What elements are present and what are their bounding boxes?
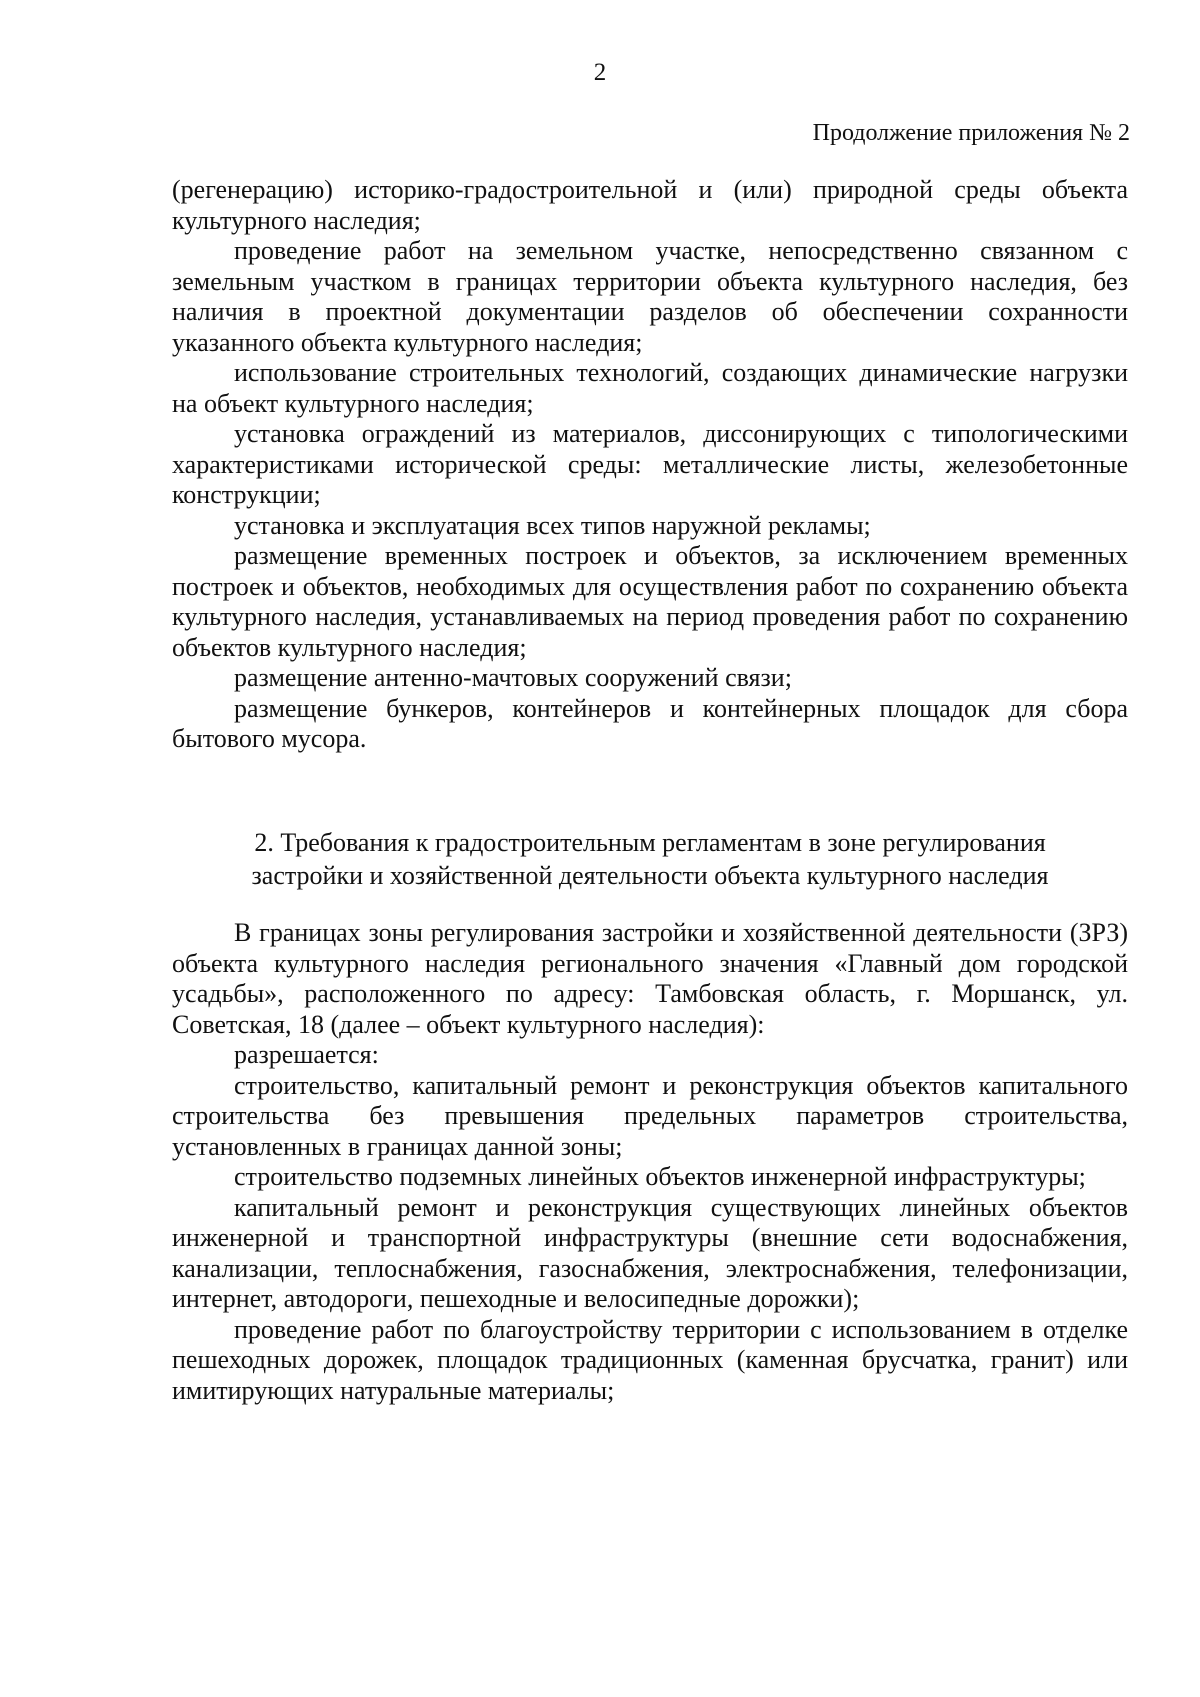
paragraph: В границах зоны регулирования застройки и хозяйственной деятельности (ЗРЗ) объекта культурного наследия регионального значения «Главный дом городской усадьбы», расположенного по адресу: Тамбовская область, г. Моршанск, ул. Советская, 18 (далее – объект культурного наследия):: [172, 918, 1128, 1039]
heading-line: 2. Требования к градостроительным регламентам в зоне регулирования: [254, 828, 1046, 857]
paragraph: строительство подземных линейных объектов инженерной инфраструктуры;: [234, 1162, 1086, 1191]
heading-line: застройки и хозяйственной деятельности объекта культурного наследия: [251, 861, 1049, 890]
paragraph: размещение временных построек и объектов, за исключением временных построек и объектов, необходимых для осуществления работ по сохранению объекта культурного наследия, устанавливаемых на период проведения работ по сохранению объектов культурного наследия;: [172, 541, 1128, 662]
continuation-label: Продолжение приложения № 2: [812, 120, 1130, 146]
page-number: 2: [593, 59, 607, 86]
paragraph: проведение работ на земельном участке, непосредственно связанном с земельным участком в границах территории объекта культурного наследия, без наличия в проектной документации разделов об обеспечении сохранности указанного объекта культурного наследия;: [172, 236, 1128, 357]
paragraph: проведение работ по благоустройству территории с использованием в отделке пешеходных дорожек, площадок традиционных (каменная брусчатка, гранит) или имитирующих натуральные материалы;: [172, 1314, 1128, 1405]
paragraph: разрешается:: [234, 1040, 379, 1069]
section-2-heading: [172, 826, 1128, 892]
section-1-text: [172, 175, 1128, 755]
paragraph: использование строительных технологий, создающих динамические нагрузки на объект культурного наследия;: [172, 358, 1128, 418]
paragraph: установка ограждений из материалов, диссонирующих с типологическими характеристиками исторической среды: металлические листы, железобетонные конструкции;: [172, 419, 1128, 509]
paragraph: капитальный ремонт и реконструкция существующих линейных объектов инженерной и транспортной инфраструктуры (внешние сети водоснабжения, канализации, теплоснабжения, газоснабжения, электроснабжения, телефонизации, интернет, автодороги, пешеходные и велосипедные дорожки);: [172, 1192, 1128, 1313]
paragraph: строительство, капитальный ремонт и реконструкция объектов капитального строительства без превышения предельных параметров строительства, установленных в границах данной зоны;: [172, 1070, 1128, 1161]
paragraph: установка и эксплуатация всех типов наружной рекламы;: [234, 510, 871, 540]
section-2-text: [172, 918, 1128, 1406]
paragraph: (регенерацию) историко-градостроительной и (или) природной среды объекта культурного наследия;: [172, 175, 1128, 235]
paragraph: размещение бункеров, контейнеров и контейнерных площадок для сбора бытового мусора.: [172, 693, 1128, 753]
paragraph: размещение антенно-мачтовых сооружений связи;: [234, 663, 792, 692]
